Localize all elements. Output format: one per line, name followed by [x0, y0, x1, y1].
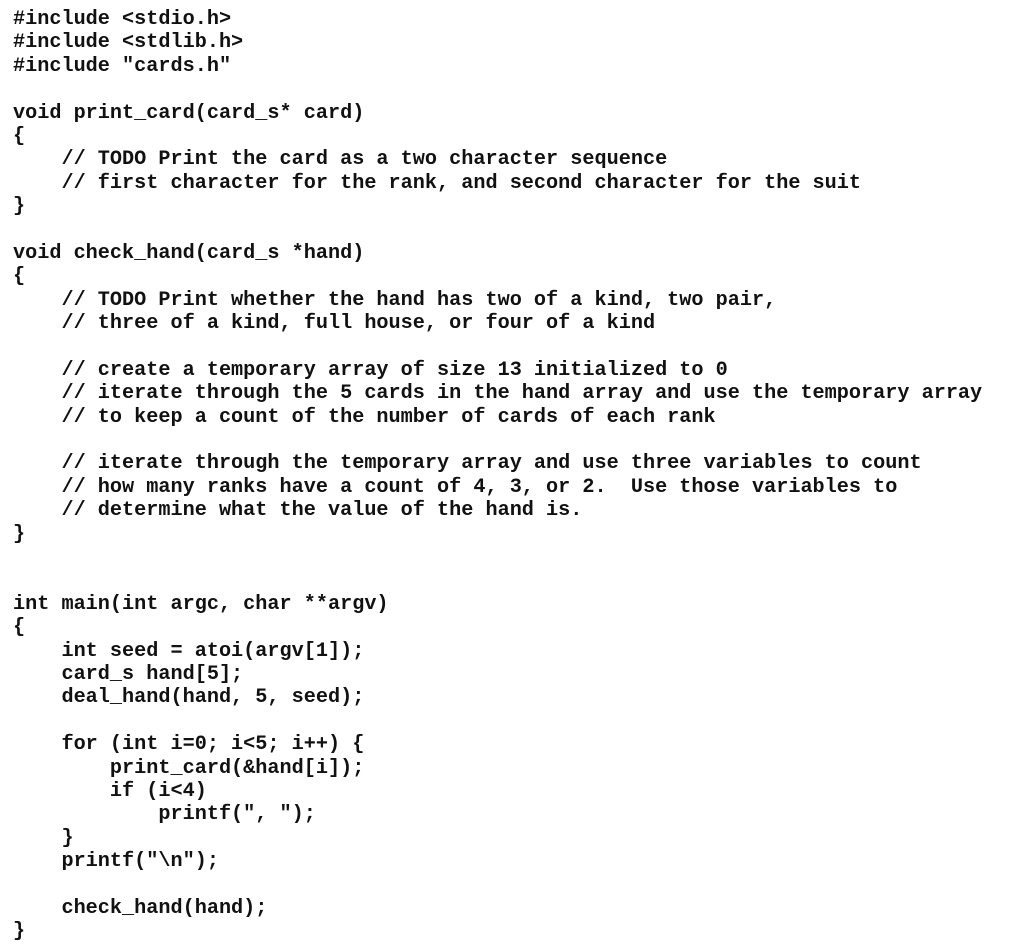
code-line-1: #include <stdio.h> — [13, 8, 232, 31]
code-line-26: int main(int argc, char **argv) — [13, 592, 389, 616]
code-line-35: printf(", "); — [13, 803, 316, 827]
code-line-19 — [13, 429, 1018, 452]
code-line-21: // how many ranks have a count of 4, 3, or 2. Use those variables to — [13, 475, 898, 499]
code-line-10 — [13, 219, 1018, 242]
code-line-28: int seed = atoi(argv[1]); — [13, 639, 365, 663]
source-code-listing — [13, 8, 1018, 944]
code-line-3: #include "cards.h" — [13, 54, 232, 78]
code-line-37: printf("\n"); — [13, 850, 219, 874]
code-line-40: } — [13, 920, 26, 944]
code-line-15 — [13, 335, 1018, 358]
code-line-20: // iterate through the temporary array and use three variables to count — [13, 452, 922, 476]
code-line-12: { — [13, 265, 26, 289]
code-line-23: } — [13, 522, 26, 546]
code-line-33: print_card(&hand[i]); — [13, 756, 365, 780]
code-line-29: card_s hand[5]; — [13, 662, 244, 686]
code-line-6: { — [13, 124, 26, 148]
code-line-24 — [13, 546, 1018, 569]
code-line-13: // TODO Print whether the hand has two of a kind, two pair, — [13, 288, 777, 312]
code-line-34: if (i<4) — [13, 779, 207, 803]
code-line-32: for (int i=0; i<5; i++) { — [13, 733, 365, 757]
code-line-30: deal_hand(hand, 5, seed); — [13, 686, 365, 710]
code-line-27: { — [13, 616, 26, 640]
code-line-18: // to keep a count of the number of cards of each rank — [13, 405, 716, 429]
code-line-2: #include <stdlib.h> — [13, 31, 244, 55]
code-line-22: // determine what the value of the hand is. — [13, 499, 583, 523]
code-line-4 — [13, 78, 1018, 101]
code-line-38 — [13, 873, 1018, 896]
code-line-8: // first character for the rank, and second character for the suit — [13, 171, 862, 195]
code-line-17: // iterate through the 5 cards in the hand array and use the temporary array — [13, 382, 983, 406]
code-line-7: // TODO Print the card as a two character sequence — [13, 148, 668, 172]
code-line-39: check_hand(hand); — [13, 896, 268, 920]
code-line-31 — [13, 710, 1018, 733]
code-line-16: // create a temporary array of size 13 initialized to 0 — [13, 358, 728, 382]
code-line-36: } — [13, 826, 74, 850]
code-line-14: // three of a kind, full house, or four of a kind — [13, 312, 656, 336]
code-line-11: void check_hand(card_s *hand) — [13, 241, 365, 265]
code-line-9: } — [13, 195, 26, 219]
code-line-25 — [13, 569, 1018, 592]
code-line-5: void print_card(card_s* card) — [13, 101, 365, 125]
